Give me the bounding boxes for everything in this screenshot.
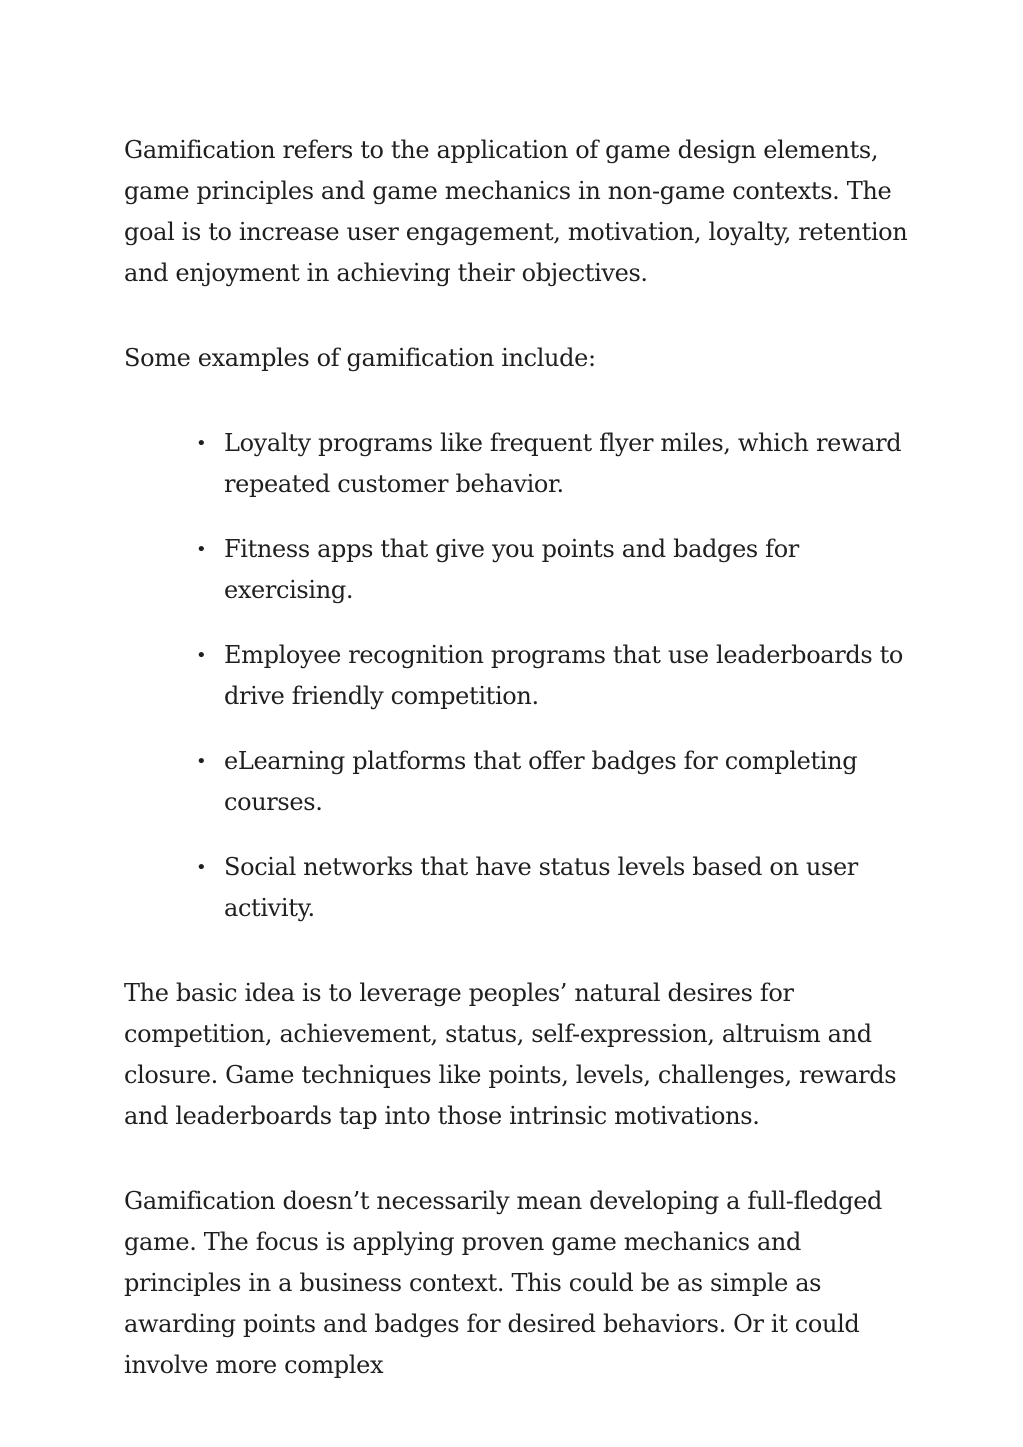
list-item-text: Employee recognition programs that use leaderboards to drive friendly competition.	[224, 641, 904, 710]
document-body	[124, 130, 914, 1386]
bullet-icon: •	[196, 539, 207, 560]
list-item-text: Social networks that have status levels based on user activity.	[224, 853, 858, 922]
list-item	[124, 741, 914, 823]
examples-intro-paragraph: Some examples of gamification include:	[124, 344, 596, 372]
list-item	[124, 423, 914, 505]
basic-idea-paragraph: The basic idea is to leverage peoples’ natural desires for competition, achievement, status, self-expression, altruism and closure. Game techniques like points, levels, challenges, rewards and leaderboards tap into those intrinsic motivations.	[124, 979, 897, 1130]
business-context-paragraph: Gamification doesn’t necessarily mean developing a full-fledged game. The focus is applying proven game mechanics and principles in a business context. This could be as simple as awarding points and badges for desired behaviors. Or it could involve more complex	[124, 1187, 883, 1379]
list-item	[124, 529, 914, 611]
bullet-icon: •	[196, 857, 207, 878]
examples-list	[124, 423, 914, 929]
list-item-text: Loyalty programs like frequent flyer miles, which reward repeated customer behavior.	[224, 429, 902, 498]
bullet-icon: •	[196, 645, 207, 666]
list-item	[124, 635, 914, 717]
list-item-text: Fitness apps that give you points and badges for exercising.	[224, 535, 799, 604]
list-item	[124, 847, 914, 929]
bullet-icon: •	[196, 751, 207, 772]
intro-paragraph: Gamification refers to the application of game design elements, game principles and game mechanics in non-game contexts. The goal is to increase user engagement, motivation, loyalty, retention and enjoyment in achieving their objectives.	[124, 136, 908, 287]
bullet-icon: •	[196, 433, 207, 454]
list-item-text: eLearning platforms that offer badges for completing courses.	[224, 747, 858, 816]
